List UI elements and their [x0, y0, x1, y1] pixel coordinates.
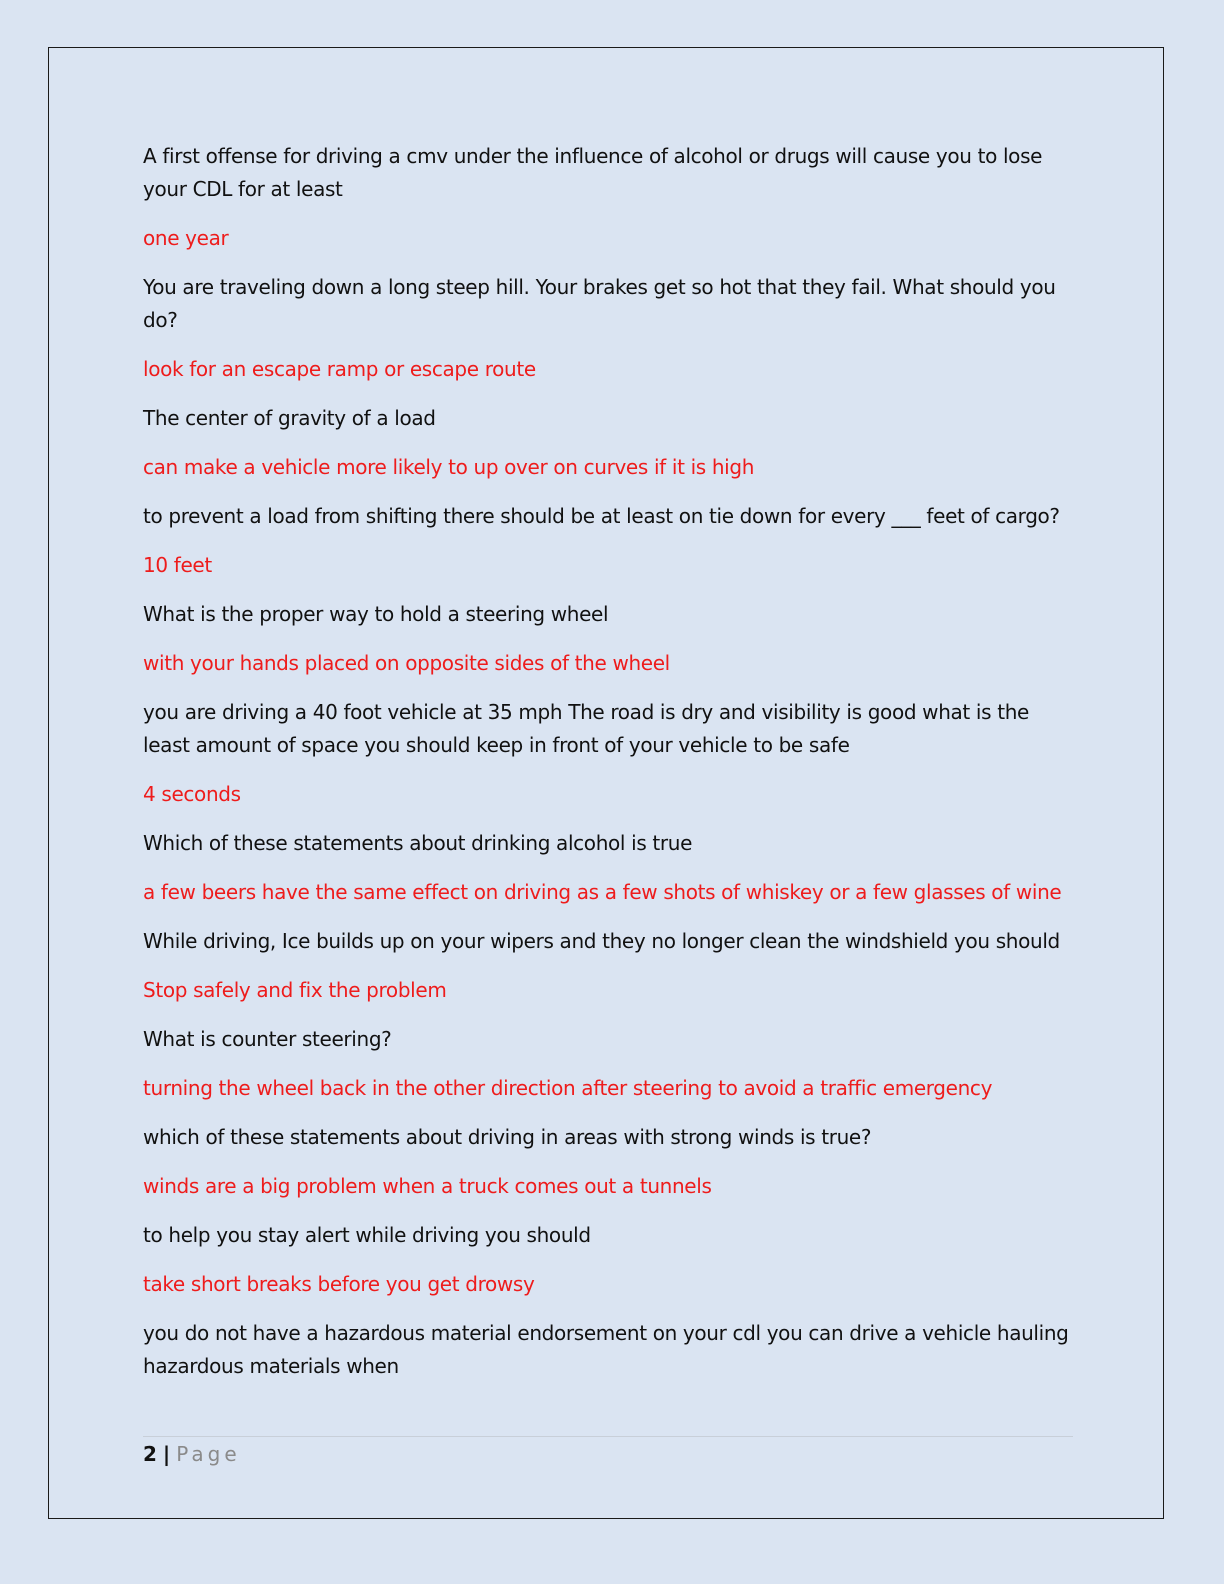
document-body — [143, 140, 1078, 1399]
footer-separator: | — [162, 1442, 171, 1466]
answer-text: with your hands placed on opposite sides of the wheel — [143, 651, 670, 675]
answer-text: a few beers have the same effect on driving as a few shots of whiskey or a few glasses of wine — [143, 880, 1062, 904]
question-text: A first offense for driving a cmv under the influence of alcohol or drugs will cause you to lose your CDL for at least — [143, 144, 1043, 201]
question-text: to prevent a load from shifting there should be at least on tie down for every ___ feet of cargo? — [143, 504, 1060, 528]
question-text: While driving, Ice builds up on your wipers and they no longer clean the windshield you should — [143, 929, 1060, 953]
answer-text: winds are a big problem when a truck comes out a tunnels — [143, 1174, 712, 1198]
question-text: Which of these statements about drinking alcohol is true — [143, 831, 693, 855]
question-text: to help you stay alert while driving you should — [143, 1223, 591, 1247]
question-text: you do not have a hazardous material endorsement on your cdl you can drive a vehicle hauling hazardous materials when — [143, 1321, 1069, 1378]
answer-text: look for an escape ramp or escape route — [143, 357, 536, 381]
question-text: You are traveling down a long steep hill. Your brakes get so hot that they fail. What should you do? — [143, 275, 1056, 332]
question-text: The center of gravity of a load — [143, 406, 436, 430]
page-label: Page — [176, 1442, 241, 1466]
question-text: which of these statements about driving in areas with strong winds is true? — [143, 1125, 872, 1149]
footer-divider — [143, 1436, 1073, 1437]
answer-text: take short breaks before you get drowsy — [143, 1272, 535, 1296]
answer-text: one year — [143, 226, 229, 250]
answer-text: turning the wheel back in the other direction after steering to avoid a traffic emergency — [143, 1076, 993, 1100]
question-text: What is counter steering? — [143, 1027, 392, 1051]
page-number: 2 — [143, 1442, 157, 1466]
answer-text: Stop safely and fix the problem — [143, 978, 447, 1002]
answer-text: 10 feet — [143, 553, 212, 577]
question-text: you are driving a 40 foot vehicle at 35 mph The road is dry and visibility is good what is the least amount of space you should keep in front of your vehicle to be safe — [143, 700, 1029, 757]
answer-text: can make a vehicle more likely to up over on curves if it is high — [143, 455, 755, 479]
page-footer — [143, 1440, 241, 1468]
answer-text: 4 seconds — [143, 782, 241, 806]
question-text: What is the proper way to hold a steering wheel — [143, 602, 609, 626]
